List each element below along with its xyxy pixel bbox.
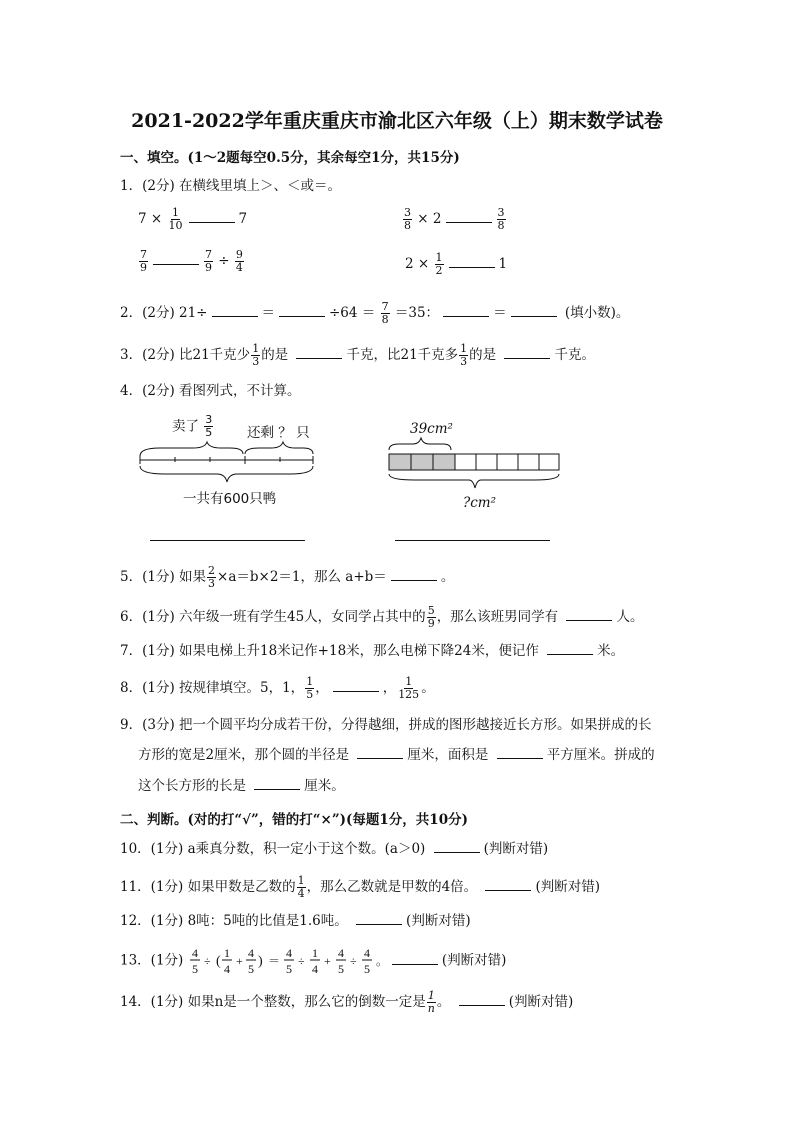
q1-e2-right-fraction: $\frac{3}{8}$	[497, 206, 505, 232]
shaded-cells	[389, 454, 455, 470]
svg-text:。: 。	[375, 954, 388, 968]
svg-text:4: 4	[337, 946, 344, 960]
q10-blank[interactable]	[434, 840, 480, 853]
svg-text:÷: ÷	[297, 954, 305, 968]
q1-blank-2[interactable]	[446, 210, 492, 223]
question-9-line-1: 9．(3分) 把一个圆平均分成若干份，分得越细，拼成的图形越接近长方形。如果拼成的长	[120, 717, 652, 733]
q3-fraction-2: $\frac{1}{3}$	[460, 342, 468, 368]
question-2: 2．(2分) 21÷ ＝ ÷64 ＝ $\frac{7}{8}$ ＝35： ＝ (填小数)。	[120, 300, 630, 326]
svg-text:5: 5	[247, 962, 254, 976]
page-title: 2021-2022学年重庆重庆市渝北区六年级（上）期末数学试卷	[131, 110, 663, 132]
svg-text:): )	[257, 954, 263, 969]
q1-blank-3[interactable]	[153, 252, 199, 265]
q1-e1-right: 7	[238, 211, 248, 227]
q14-fraction: $\frac{1}{n}$	[427, 989, 435, 1015]
svg-text:4: 4	[223, 962, 230, 976]
svg-text:+: +	[235, 954, 243, 968]
q3-blank-2[interactable]	[504, 346, 550, 359]
question-9-line-3: 这个长方形的长是 厘米。	[138, 778, 345, 794]
q4-sold-fraction: $\frac{3}{5}$	[205, 413, 213, 439]
shaded-brace	[389, 438, 451, 450]
q7-blank[interactable]	[547, 642, 593, 655]
q1-e3-divisor: $\frac{9}{4}$	[235, 248, 243, 274]
question-9-line-2: 方形的宽是2厘米，那个圆的半径是 厘米，面积是 平方厘米。拼成的	[138, 747, 655, 763]
svg-text:+: +	[323, 954, 331, 968]
q4-area-diagram	[385, 436, 565, 492]
q1-e3-right-fraction: $\frac{7}{9}$	[205, 248, 212, 274]
q2-blank-3[interactable]	[443, 304, 489, 317]
q3-blank-1[interactable]	[296, 346, 342, 359]
q1-e1-fraction: $\frac{1}{10}$	[168, 206, 183, 232]
q5-fraction: $\frac{2}{3}$	[208, 564, 216, 590]
q14-blank[interactable]	[459, 993, 505, 1006]
svg-text:4: 4	[247, 946, 254, 960]
q1-e2-fraction: $\frac{3}{8}$	[404, 206, 411, 232]
question-7: 7．(1分) 如果电梯上升18米记作+18米，那么电梯下降24米，便记作 米。	[120, 643, 625, 659]
remain-brace	[245, 442, 313, 454]
unshaded-cells	[455, 454, 559, 470]
q1-e4-right: 1	[498, 256, 508, 272]
svg-text:1: 1	[311, 946, 318, 960]
svg-text:5: 5	[337, 962, 344, 976]
q4-remain-label: 还剩 ？ 只	[247, 425, 310, 441]
svg-text:5: 5	[191, 962, 198, 976]
q11-blank[interactable]	[485, 878, 531, 891]
q8-fraction-1: $\frac{1}{5}$	[306, 675, 314, 701]
q9-blank-area[interactable]	[497, 746, 543, 759]
q1-e3-op: ÷	[218, 253, 230, 269]
svg-text:1: 1	[223, 946, 230, 960]
q1-e4-fraction: $\frac{1}{2}$	[435, 251, 443, 277]
q1-blank-1[interactable]	[189, 210, 235, 223]
q1-e1-left: 7 ×	[138, 211, 163, 227]
q1-expr-4	[405, 252, 507, 277]
question-4-prompt: 4．(2分) 看图列式，不计算。	[120, 383, 301, 399]
question-11: 11．(1分) 如果甲数是乙数的 $\frac{1}{4}$ ，那么乙数就是甲数的4倍。 (判断对错)	[120, 874, 601, 900]
svg-text:5: 5	[363, 962, 370, 976]
svg-text:4: 4	[191, 946, 198, 960]
q3-fraction-1: $\frac{1}{3}$	[252, 342, 260, 368]
q11-fraction: $\frac{1}{4}$	[297, 874, 305, 900]
q1-e3-fraction: $\frac{7}{9}$	[140, 248, 147, 274]
svg-text:＝: ＝	[267, 954, 280, 968]
section-1-heading: 一、填空。(1～2题每空0.5分，其余每空1分，共15分)	[120, 150, 460, 166]
question-14: 14．(1分) 如果n是一个整数，那么它的倒数一定是 $\frac{1}{n}$ 。 (判断对错)	[120, 989, 574, 1015]
question-3: 3．(2分) 比21千克少 $\frac{1}{3}$ 的是 千克，比21千克多 $\frac{1}{3}$ 的是 千克。	[120, 342, 595, 368]
q9-blank-length[interactable]	[254, 777, 300, 790]
q1-expr-3	[138, 249, 245, 274]
svg-text:5: 5	[285, 962, 292, 976]
q6-blank[interactable]	[566, 608, 612, 621]
section-2-heading: 二、判断。(对的打“√”，错的打“×”)(每题1分，共10分)	[120, 812, 468, 828]
q4-duck-diagram	[135, 440, 325, 490]
q8-blank[interactable]	[333, 679, 379, 692]
svg-text:4: 4	[311, 962, 318, 976]
question-1-prompt: 1．(2分) 在横线里填上＞、＜或＝。	[120, 178, 342, 194]
q6-fraction: $\frac{5}{9}$	[427, 604, 435, 630]
whole-brace	[389, 474, 559, 488]
question-6: 6．(1分) 六年级一班有学生45人，女同学占其中的 $\frac{5}{9}$ ，那么该班男同学有 人。	[120, 604, 644, 630]
q1-e4-left: 2 ×	[405, 256, 430, 272]
q4-area-top-label: 39cm²	[410, 421, 453, 437]
q4-answer-line-1[interactable]	[150, 540, 305, 541]
q5-blank[interactable]	[391, 568, 437, 581]
question-8: 8．(1分) 按规律填空。5，1， $\frac{1}{5}$ ， ， $\frac{1}{125}$ 。	[120, 675, 435, 701]
q4-total-label: 一共有600只鸭	[183, 491, 277, 507]
svg-text:4: 4	[285, 946, 292, 960]
q4-sold-label: 卖了 $\frac{3}{5}$	[172, 413, 213, 439]
sold-brace	[140, 442, 243, 456]
q1-blank-4[interactable]	[449, 255, 495, 268]
question-5: 5．(1分) 如果 $\frac{2}{3}$ ×a＝b×2＝1，那么 a+b＝ 。	[120, 564, 455, 590]
q2-blank-4[interactable]	[511, 304, 557, 317]
q4-area-bottom-label: ?cm²	[463, 495, 497, 511]
svg-text:(: (	[215, 954, 221, 969]
q13-blank[interactable]	[392, 952, 438, 965]
svg-text:÷: ÷	[203, 954, 211, 968]
q1-expr-2	[402, 207, 507, 232]
q2-fraction: $\frac{7}{8}$	[381, 300, 389, 326]
q1-expr-1	[138, 207, 247, 232]
q8-fraction-2: $\frac{1}{125}$	[398, 675, 420, 701]
question-13: 13．(1分) 4 5 ÷ ( 1 4 + 4 5 ) ＝ 4 5 ÷ 1 4 + 4 5 ÷ 4 5 。 (判断对错)	[120, 946, 507, 976]
q12-blank[interactable]	[356, 912, 402, 925]
svg-text:4: 4	[363, 946, 370, 960]
q2-blank-1[interactable]	[212, 304, 258, 317]
q2-blank-2[interactable]	[279, 304, 325, 317]
q4-answer-line-2[interactable]	[395, 540, 550, 541]
q9-blank-radius[interactable]	[357, 746, 403, 759]
question-12: 12．(1分) 8吨：5吨的比值是1.6吨。 (判断对错)	[120, 913, 471, 929]
svg-text:÷: ÷	[349, 954, 357, 968]
question-10: 10．(1分) a乘真分数，积一定小于这个数。(a＞0) (判断对错)	[120, 841, 549, 857]
total-brace	[140, 466, 313, 482]
q1-e2-mid: × 2	[417, 211, 442, 227]
